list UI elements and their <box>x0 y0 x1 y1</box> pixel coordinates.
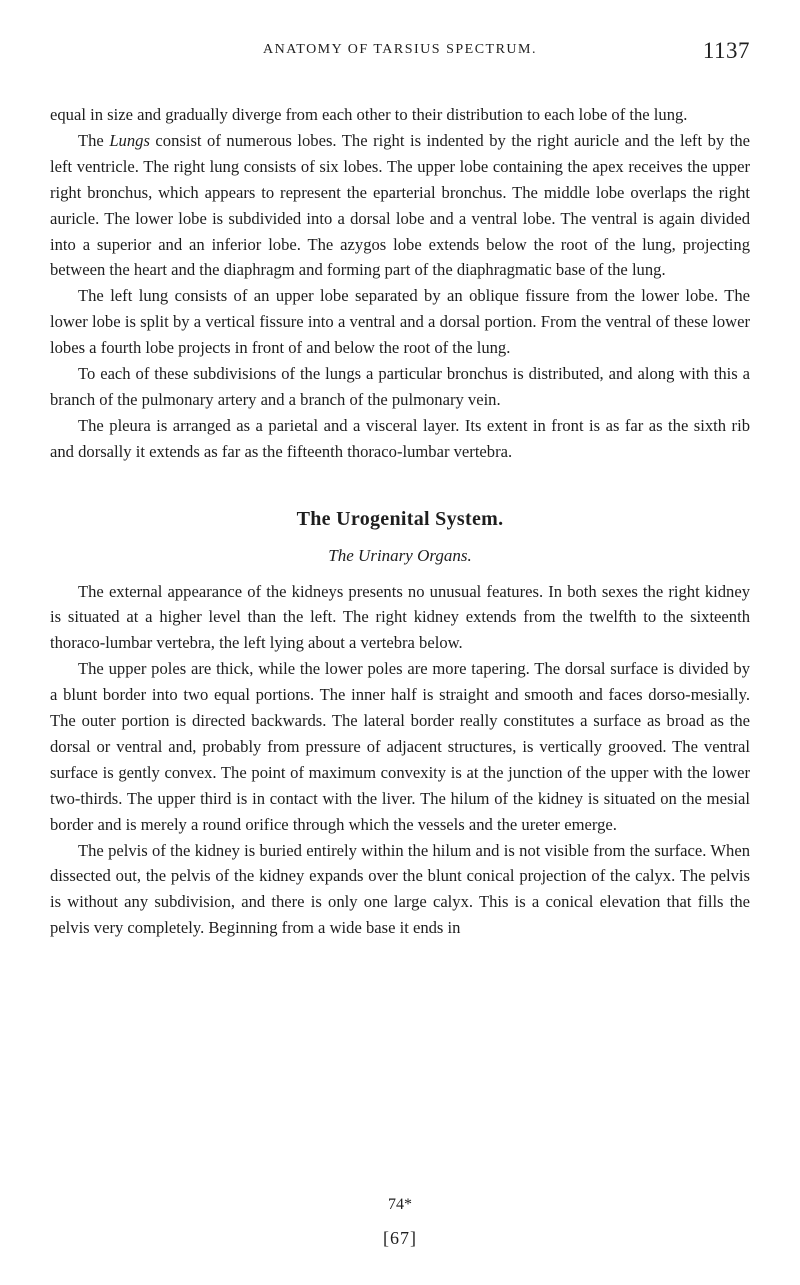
term-lungs: Lungs <box>109 130 150 150</box>
paragraph-bronchi: To each of these subdivisions of the lungs a particular bronchus is distributed, and along with this a branch of the pulmonary artery and a branch of the pulmonary vein. <box>50 364 750 409</box>
paragraph-kidney-poles: The upper poles are thick, while the lower poles are more tapering. The dorsal surface is divided by a blunt border into two equal portions. The inner half is straight and smooth and faces dorso-mesially. The outer portion is directed backwards. The lateral border really constitutes a surface as broad as the dorsal or ventral and, probably from pressure of adjacent structures, is vertically grooved. The ventral surface is gently convex. The point of maximum convexity is at the junction of the upper with the lower two-thirds. The upper third is in contact with the liver. The hilum of the kidney is situated on the mesial border and is merely a round orifice through which the vessels and the ureter emerge. <box>50 659 750 834</box>
body-text <box>50 102 750 941</box>
running-head <box>50 38 750 68</box>
plate-marker: [67] <box>383 1228 417 1248</box>
paragraph-pleura: The pleura is arranged as a parietal and a visceral layer. Its extent in front is as far as the sixth rib and dorsally it extends as far as the fifteenth thoraco-lumbar vertebra. <box>50 415 750 461</box>
signature-mark: 74* <box>388 1196 412 1213</box>
running-title: ANATOMY OF TARSIUS SPECTRUM. <box>262 42 537 57</box>
paragraph-kidney-pelvis: The pelvis of the kidney is buried entirely within the hilum and is not visible from the surface. When dissected out, the pelvis of the kidney expands over the blunt conical projection of the calyx. The pelvis is without any subdivision, and there is only one large calyx. This is a conical elevation that fills the pelvis very completely. Beginning from a wide base it ends in <box>50 840 750 938</box>
section-heading: The Urogenital System. <box>296 507 504 530</box>
paragraph-lungs-body: consist of numerous lobes. The right is indented by the right auricle and the left by the left ventricle. The right lung consists of six lobes. The upper lobe containing the apex receives the upper right bronchus, which appears to represent the eparterial bronchus. The middle lobe overlaps the right auricle. The lower lobe is subdivided into a dorsal lobe and a ventral lobe. The ventral is again divided into a superior and an inferior lobe. The azygos lobe extends below the root of the lung, projecting between the heart and the diaphragm and forming part of the diaphragmatic base of the lung. <box>50 130 750 280</box>
paragraph-lung-arteries: equal in size and gradually diverge from each other to their distribution to each lobe of the lung. <box>50 105 688 124</box>
subsection-heading: The Urinary Organs. <box>328 545 472 565</box>
page-number: 1137 <box>702 38 750 63</box>
paragraph-lungs-lead: The <box>78 130 110 150</box>
paragraph-kidneys: The external appearance of the kidneys presents no unusual features. In both sexes the right kidney is situated at a higher level than the left. The right kidney extends from the twelfth to the sixteenth thoraco-lumbar vertebra, the left lying about a vertebra below. <box>50 581 750 653</box>
paragraph-lungs <box>50 128 750 283</box>
page <box>50 0 750 1285</box>
paragraph-left-lung: The left lung consists of an upper lobe separated by an oblique fissure from the lower lobe. The lower lobe is split by a vertical fissure into a ventral and a dorsal portion. From the ventral of these lower lobes a fourth lobe projects in front of and below the root of the lung. <box>50 286 750 358</box>
